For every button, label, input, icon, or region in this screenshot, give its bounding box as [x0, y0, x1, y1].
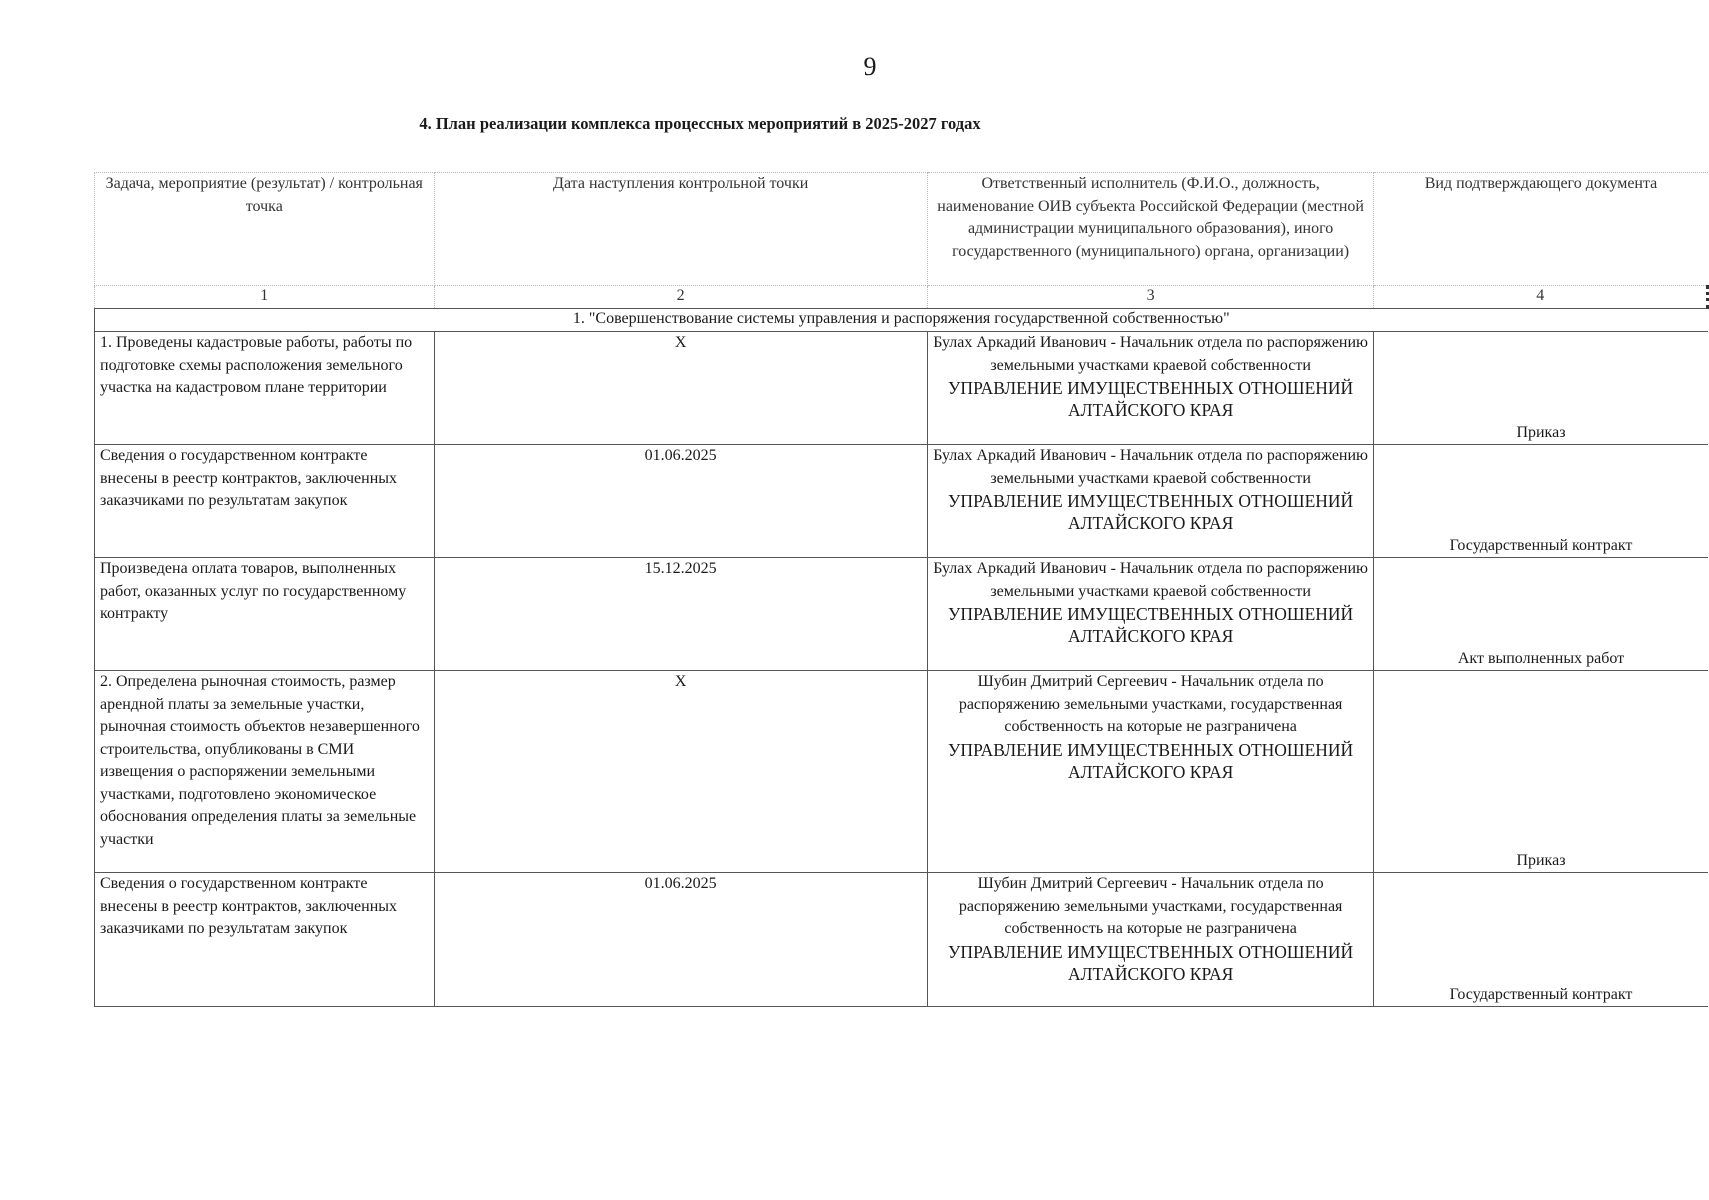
- document-cell: Приказ: [1374, 671, 1708, 873]
- table-row: [95, 558, 1708, 671]
- section-row: [95, 309, 1708, 332]
- header-responsible: Ответственный исполнитель (Ф.И.О., должность, наименование ОИВ субъекта Российской Федерации (местной администрации муниципального образования), иного государственного (муниципального) органа, организации): [927, 173, 1374, 286]
- responsible-person: Шубин Дмитрий Сергеевич - Начальник отдела по распоряжению земельными участками, государственная собственность на которые не разграничена: [958, 673, 1343, 735]
- task-cell: Произведена оплата товаров, выполненных работ, оказанных услуг по государственному контракту: [95, 558, 435, 671]
- table-row: [95, 332, 1708, 445]
- date-cell: X: [434, 332, 927, 445]
- header-task: Задача, мероприятие (результат) / контрольная точка: [95, 173, 435, 286]
- header-row: [95, 173, 1708, 286]
- table-body: [95, 309, 1708, 1007]
- task-cell: 1. Проведены кадастровые работы, работы по подготовке схемы расположения земельного участка на кадастровом плане территории: [95, 332, 435, 445]
- column-number-3: 3: [927, 286, 1374, 309]
- date-cell: X: [434, 671, 927, 873]
- responsible-person: Булах Аркадий Иванович - Начальник отдела по распоряжению земельными участками краевой собственности: [933, 334, 1368, 374]
- plan-table: [94, 172, 1709, 1007]
- responsible-org: УПРАВЛЕНИЕ ИМУЩЕСТВЕННЫХ ОТНОШЕНИЙ АЛТАЙСКОГО КРАЯ: [948, 739, 1354, 782]
- column-number-2: 2: [434, 286, 927, 309]
- responsible-cell: [927, 445, 1374, 558]
- header-document: Вид подтверждающего документа: [1374, 173, 1708, 286]
- table-row: [95, 873, 1708, 1007]
- responsible-cell: [927, 873, 1374, 1007]
- header-date: Дата наступления контрольной точки: [434, 173, 927, 286]
- document-cell: Приказ: [1374, 332, 1708, 445]
- document-cell: Государственный контракт: [1374, 873, 1708, 1007]
- date-cell: 01.06.2025: [434, 873, 927, 1007]
- table-header: [95, 173, 1708, 309]
- responsible-cell: [927, 558, 1374, 671]
- responsible-cell: [927, 332, 1374, 445]
- column-number-row: [95, 286, 1708, 309]
- responsible-org: УПРАВЛЕНИЕ ИМУЩЕСТВЕННЫХ ОТНОШЕНИЙ АЛТАЙСКОГО КРАЯ: [948, 941, 1354, 984]
- date-cell: 01.06.2025: [434, 445, 927, 558]
- task-cell: 2. Определена рыночная стоимость, размер арендной платы за земельные участки, рыночная стоимость объектов незавершенного строительства, опубликованы в СМИ извещения о распоряжении земельными участками, подготовлено экономическое обоснования определения платы за земельные участки: [95, 671, 435, 873]
- column-number-1: 1: [95, 286, 435, 309]
- task-cell: Сведения о государственном контракте внесены в реестр контрактов, заключенных заказчиками по результатам закупок: [95, 445, 435, 558]
- responsible-person: Булах Аркадий Иванович - Начальник отдела по распоряжению земельными участками краевой собственности: [933, 447, 1368, 487]
- column-number-4: 4: [1374, 286, 1708, 309]
- date-cell: 15.12.2025: [434, 558, 927, 671]
- responsible-org: УПРАВЛЕНИЕ ИМУЩЕСТВЕННЫХ ОТНОШЕНИЙ АЛТАЙСКОГО КРАЯ: [948, 378, 1354, 420]
- document-cell: Государственный контракт: [1374, 445, 1708, 558]
- table-row: [95, 671, 1708, 873]
- responsible-org: УПРАВЛЕНИЕ ИМУЩЕСТВЕННЫХ ОТНОШЕНИЙ АЛТАЙСКОГО КРАЯ: [948, 604, 1354, 646]
- document-cell: Акт выполненных работ: [1374, 558, 1708, 671]
- responsible-cell: [927, 671, 1374, 873]
- task-cell: Сведения о государственном контракте внесены в реестр контрактов, заключенных заказчиками по результатам закупок: [95, 873, 435, 1007]
- document-title: 4. План реализации комплекса процессных мероприятий в 2025-2027 годах: [419, 114, 981, 133]
- section-title: 1. "Совершенствование системы управления и распоряжения государственной собственностью": [95, 309, 1708, 332]
- page-number: 9: [863, 52, 877, 81]
- table-row: [95, 445, 1708, 558]
- responsible-org: УПРАВЛЕНИЕ ИМУЩЕСТВЕННЫХ ОТНОШЕНИЙ АЛТАЙСКОГО КРАЯ: [948, 491, 1354, 533]
- responsible-person: Булах Аркадий Иванович - Начальник отдела по распоряжению земельными участками краевой собственности: [933, 560, 1368, 600]
- responsible-person: Шубин Дмитрий Сергеевич - Начальник отдела по распоряжению земельными участками, государственная собственность на которые не разграничена: [958, 875, 1343, 937]
